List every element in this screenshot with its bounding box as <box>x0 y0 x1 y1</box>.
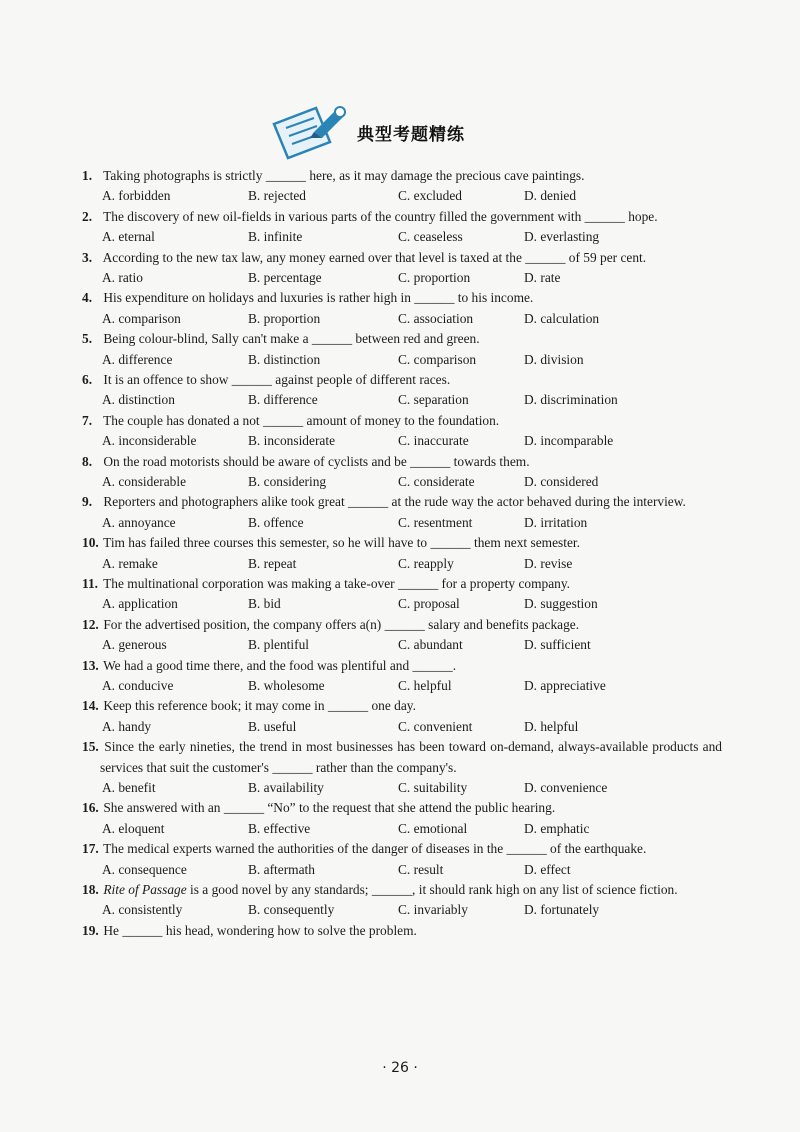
option-d: D. calculation <box>524 310 600 326</box>
question-item <box>82 839 722 880</box>
option-c: C. ceaseless <box>398 229 463 245</box>
question-item <box>82 533 722 574</box>
option-a: A. generous <box>102 637 167 653</box>
option-d: D. discrimination <box>524 392 618 408</box>
question-text: is a good novel by any standards; ______, it should rank high on any list of science fiction. <box>186 881 678 897</box>
question-stem <box>82 737 722 778</box>
question-stem <box>82 452 722 472</box>
question-text: Reporters and photographers alike took great ______ at the rude way the actor behaved during the interview. <box>103 494 686 510</box>
option-b: B. considering <box>248 473 327 489</box>
question-stem <box>82 798 722 818</box>
question-number: 14. <box>82 698 99 714</box>
question-text: The couple has donated a not ______ amount of money to the foundation. <box>103 412 500 428</box>
option-c: C. result <box>398 861 444 877</box>
question-number: 4. <box>82 290 93 306</box>
question-item <box>82 207 722 248</box>
option-a: A. handy <box>102 718 152 734</box>
question-item <box>82 696 722 737</box>
question-stem <box>82 615 722 635</box>
question-text: It is an offence to show ______ against people of different races. <box>103 371 451 387</box>
question-text: His expenditure on holidays and luxuries is rather high in ______ to his income. <box>103 290 534 306</box>
option-a: A. eloquent <box>102 820 165 836</box>
option-c: C. inaccurate <box>398 433 469 449</box>
option-a: A. comparison <box>102 310 181 326</box>
question-stem <box>82 166 722 186</box>
option-b: B. wholesome <box>248 677 325 693</box>
options-row <box>82 350 722 370</box>
option-b: B. availability <box>248 779 324 795</box>
options-row <box>82 390 722 410</box>
question-number: 9. <box>82 494 93 510</box>
options-row <box>82 676 722 696</box>
option-a: A. annoyance <box>102 514 176 530</box>
option-a: A. conducive <box>102 677 174 693</box>
option-a: A. ratio <box>102 270 143 285</box>
option-b: B. repeat <box>248 555 297 571</box>
question-item <box>82 411 722 452</box>
option-d: D. suggestion <box>524 596 598 612</box>
question-text: He ______ his head, wondering how to solve the problem. <box>103 922 417 938</box>
question-number: 2. <box>82 208 93 224</box>
options-row <box>82 309 722 329</box>
option-a: A. eternal <box>102 229 155 245</box>
question-number: 19. <box>82 922 99 938</box>
option-a: A. application <box>102 596 178 612</box>
question-stem <box>82 492 722 512</box>
option-d: D. fortunately <box>524 902 600 918</box>
question-number: 10. <box>82 535 99 551</box>
option-d: D. everlasting <box>524 229 600 245</box>
question-stem <box>82 207 722 227</box>
option-d: D. appreciative <box>524 677 606 693</box>
question-item <box>82 370 722 411</box>
question-stem <box>82 288 722 308</box>
option-d: D. rate <box>524 270 561 285</box>
options-row <box>82 594 722 614</box>
question-list <box>82 166 722 941</box>
option-d: D. irritation <box>524 514 588 530</box>
option-b: B. distinction <box>248 351 321 367</box>
question-item <box>82 329 722 370</box>
options-row <box>82 472 722 492</box>
question-text: She answered with an ______ “No” to the request that she attend the public hearing. <box>103 800 556 816</box>
question-stem <box>82 248 722 268</box>
question-text: We had a good time there, and the food was plentiful and ______. <box>103 657 457 673</box>
question-item <box>82 656 722 697</box>
question-stem <box>82 656 722 676</box>
option-c: C. helpful <box>398 677 452 693</box>
option-b: B. difference <box>248 392 318 408</box>
question-stem <box>82 370 722 390</box>
section-header <box>0 100 800 164</box>
question-item <box>82 574 722 615</box>
question-item <box>82 288 722 329</box>
question-item <box>82 615 722 656</box>
option-b: B. offence <box>248 514 304 530</box>
question-stem <box>82 329 722 349</box>
option-d: D. helpful <box>524 718 579 734</box>
option-c: C. resentment <box>398 514 473 530</box>
question-number: 1. <box>82 168 93 183</box>
option-c: C. separation <box>398 392 469 408</box>
option-c: C. abundant <box>398 637 463 653</box>
option-a: A. forbidden <box>102 188 171 204</box>
question-number: 8. <box>82 453 93 469</box>
question-item <box>82 248 722 289</box>
options-row <box>82 186 722 206</box>
option-a: A. remake <box>102 555 158 571</box>
option-a: A. difference <box>102 351 173 367</box>
option-d: D. denied <box>524 188 577 204</box>
question-number: 11. <box>82 575 98 591</box>
question-stem <box>82 921 722 941</box>
option-c: C. emotional <box>398 820 468 836</box>
question-stem <box>82 574 722 594</box>
option-d: D. revise <box>524 555 573 571</box>
option-c: C. suitability <box>398 779 468 795</box>
question-stem <box>82 839 722 859</box>
options-row <box>82 860 722 880</box>
question-item <box>82 492 722 533</box>
option-c: C. comparison <box>398 351 477 367</box>
option-d: D. sufficient <box>524 637 591 653</box>
option-c: C. association <box>398 310 474 326</box>
pen-and-paper-icon <box>270 102 350 162</box>
question-text: The discovery of new oil-fields in various parts of the country filled the government with ______ hope. <box>103 208 658 224</box>
option-d: D. considered <box>524 473 599 489</box>
question-number: 12. <box>82 616 99 632</box>
option-c: C. reapply <box>398 555 454 571</box>
question-stem <box>82 411 722 431</box>
option-b: B. bid <box>248 596 281 612</box>
option-b: B. useful <box>248 718 297 734</box>
option-d: D. division <box>524 351 584 367</box>
section-title: 典型考题精练 <box>357 125 465 145</box>
question-number: 13. <box>82 657 99 673</box>
options-row <box>82 819 722 839</box>
question-item <box>82 452 722 493</box>
option-b: B. consequently <box>248 902 335 918</box>
question-number: 16. <box>82 800 99 816</box>
option-b: B. infinite <box>248 229 303 245</box>
option-c: C. convenient <box>398 718 473 734</box>
question-number: 5. <box>82 331 93 347</box>
options-row <box>82 268 722 288</box>
question-text: For the advertised position, the company offers a(n) ______ salary and benefits package. <box>103 616 580 632</box>
option-b: B. proportion <box>248 310 321 326</box>
option-d: D. effect <box>524 861 571 877</box>
option-d: D. convenience <box>524 779 608 795</box>
option-c: C. invariably <box>398 902 468 918</box>
options-row <box>82 554 722 574</box>
option-b: B. plentiful <box>248 637 309 653</box>
options-row <box>82 778 722 798</box>
option-a: A. consequence <box>102 861 187 877</box>
question-text: Keep this reference book; it may come in ______ one day. <box>103 698 416 714</box>
option-a: A. inconsiderable <box>102 433 197 449</box>
option-b: B. effective <box>248 820 311 836</box>
option-a: A. consistently <box>102 902 183 918</box>
option-a: A. benefit <box>102 779 156 795</box>
question-number: 3. <box>82 249 93 265</box>
question-number: 17. <box>82 841 99 857</box>
option-c: C. proposal <box>398 596 460 612</box>
question-text: Tim has failed three courses this semester, so he will have to ______ them next semester. <box>103 535 580 551</box>
book-title: Rite of Passage <box>103 881 187 897</box>
question-text: According to the new tax law, any money earned over that level is taxed at the ______ of 59 per cent. <box>102 249 647 265</box>
question-item <box>82 166 722 207</box>
question-item <box>82 798 722 839</box>
question-stem <box>82 696 722 716</box>
question-text: Taking photographs is strictly ______ here, as it may damage the precious cave paintings. <box>103 168 585 183</box>
options-row <box>82 635 722 655</box>
question-number: 6. <box>82 371 93 387</box>
option-b: B. aftermath <box>248 861 315 877</box>
question-stem <box>82 533 722 553</box>
option-c: C. excluded <box>398 188 462 204</box>
page-number: · 26 · <box>382 1060 418 1076</box>
option-a: A. considerable <box>102 473 187 489</box>
question-text: On the road motorists should be aware of cyclists and be ______ towards them. <box>103 453 530 469</box>
option-c: C. proportion <box>398 270 471 285</box>
question-item <box>82 737 722 798</box>
question-item <box>82 880 722 921</box>
question-number: 7. <box>82 412 93 428</box>
option-b: B. rejected <box>248 188 306 204</box>
option-d: D. emphatic <box>524 820 590 836</box>
question-number: 18. <box>82 881 99 897</box>
question-item <box>82 921 722 941</box>
options-row <box>82 900 722 920</box>
question-text: The medical experts warned the authorities of the danger of diseases in the ______ of the earthquake. <box>103 841 647 857</box>
option-d: D. incomparable <box>524 433 614 449</box>
options-row <box>82 431 722 451</box>
option-c: C. considerate <box>398 473 475 489</box>
options-row <box>82 227 722 247</box>
question-text: The multinational corporation was making a take-over ______ for a property company. <box>103 575 571 591</box>
question-text: Being colour-blind, Sally can't make a ______ between red and green. <box>103 331 480 347</box>
option-b: B. percentage <box>248 270 322 285</box>
option-b: B. inconsiderate <box>248 433 336 449</box>
question-text: Since the early nineties, the trend in most businesses has been toward on-demand, always-available products and services that suit the customer's ______ rather than the company's. <box>100 739 722 775</box>
options-row <box>82 717 722 737</box>
question-stem <box>82 880 722 900</box>
option-a: A. distinction <box>102 392 175 408</box>
options-row <box>82 513 722 533</box>
question-number: 15. <box>82 739 99 755</box>
